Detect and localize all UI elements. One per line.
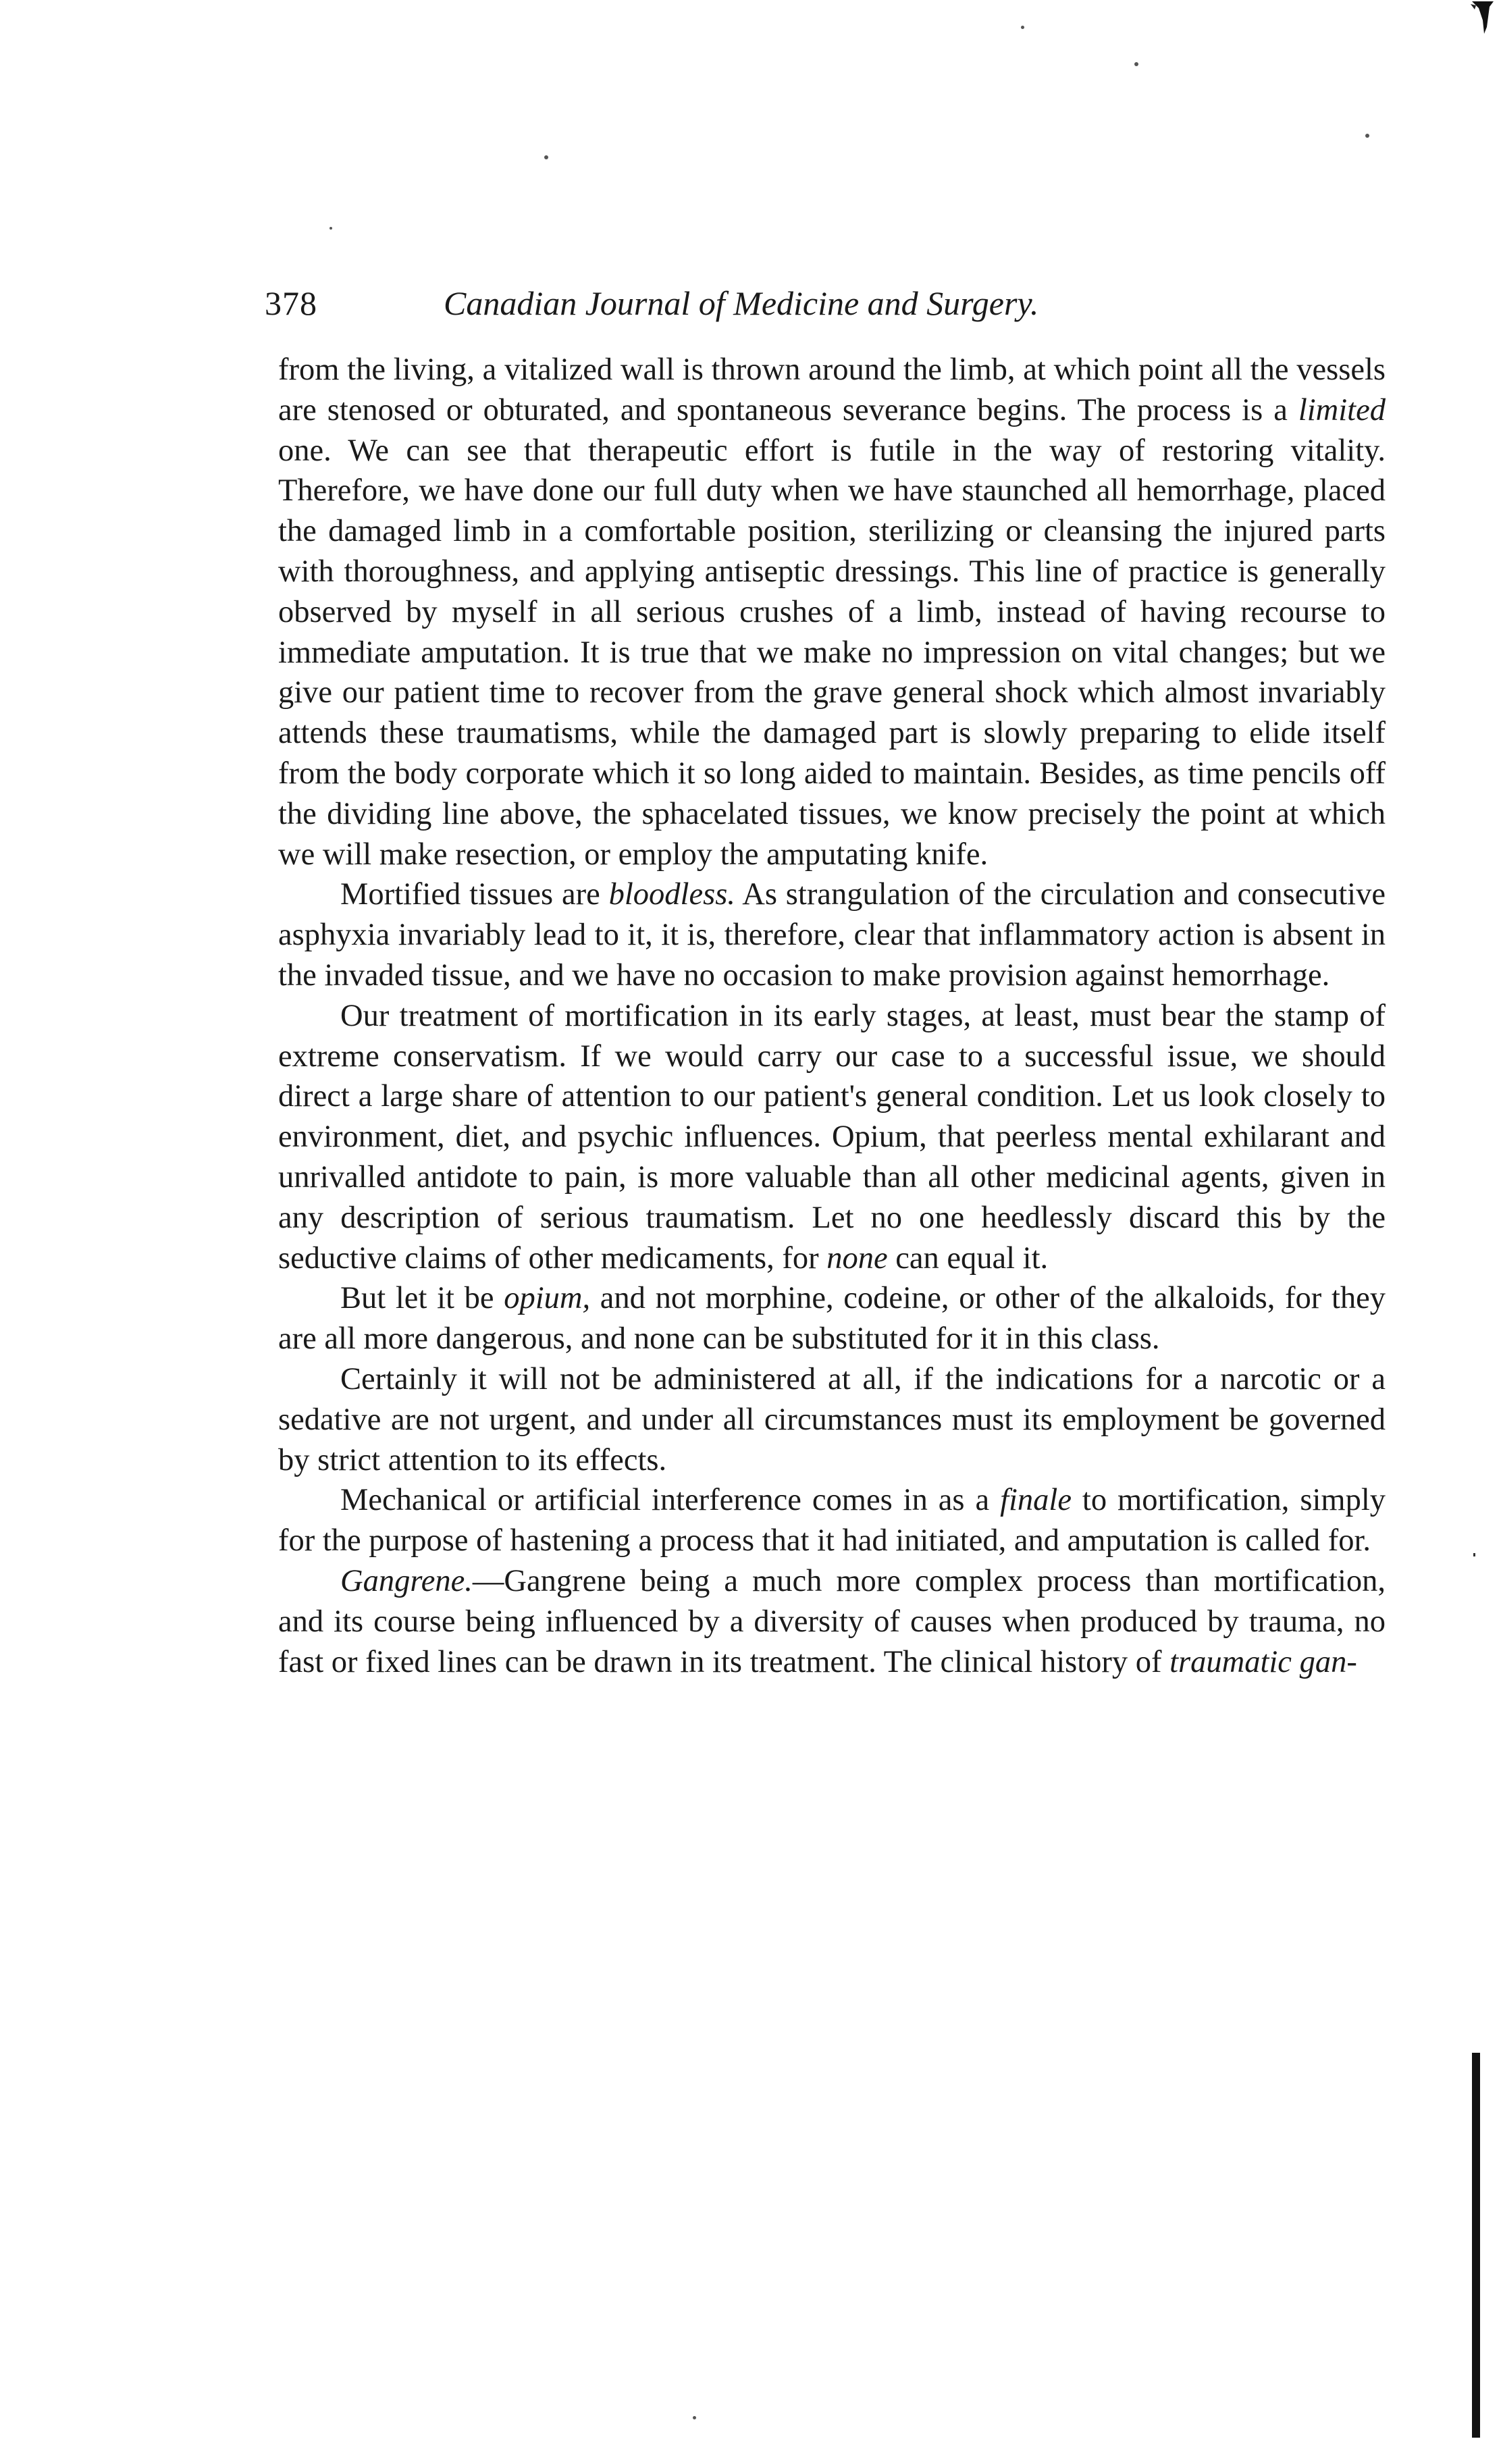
- article-body: [278, 350, 1386, 1682]
- paragraph-administration: [278, 1359, 1386, 1480]
- paragraph-gangrene: [278, 1561, 1386, 1682]
- text-run: Mechanical or artificial interference comes in as a: [340, 1483, 1001, 1518]
- ink-speck: [1134, 62, 1138, 66]
- text-run: —Gangrene being a much more complex process than mortification, and its course being influenced by a diversity of causes when produced by trauma, no fast or fixed lines can be drawn in its treatment. The clinical history of: [278, 1563, 1386, 1679]
- text-run: one. We can see that therapeutic effort is futile in the way of restoring vitality. Therefore, we have done our full duty when we have staunched all hemorrhage, placed the damaged limb in a comfortable position, sterilizing or cleansing the injured parts with thoroughness, and applying antiseptic dressings. This line of practice is generally observed by myself in all serious crushes of a limb, instead of having recourse to immediate amputation. It is true that we make no impression on vital changes; but we give our patient time to recover from the grave general shock which almost invariably attends these traumatisms, while the damaged part is slowly preparing to elide itself from the body corporate which it so long aided to maintain. Besides, as time pencils off the dividing line above, the sphacelated tissues, we know precisely the point at which we will make resection, or employ the amputating knife.: [278, 433, 1386, 872]
- emphasis-none: none: [826, 1240, 888, 1276]
- ink-speck: [330, 227, 332, 230]
- section-heading-gangrene: Gangrene.: [340, 1563, 473, 1598]
- text-run: Our treatment of mortification in its early stages, at least, must bear the stamp of extreme conservatism. If we would carry our case to a successful issue, we should direct a large share of attention to our patient's general condition. Let us look closely to environment, diet, and psychic influences. Opium, that peerless mental exhilarant and unrivalled antidote to pain, is more valuable than all other medicinal agents, given in any description of serious traumatism. Let no one heedlessly discard this by the seductive claims of other medicaments, for: [278, 998, 1386, 1276]
- emphasis-traumatic-gangrene: traumatic gan-: [1169, 1644, 1357, 1679]
- text-run: But let it be: [340, 1281, 504, 1316]
- emphasis-bloodless: bloodless.: [608, 877, 735, 912]
- emphasis-limited: limited: [1298, 392, 1386, 427]
- running-header: [265, 277, 1386, 338]
- paragraph-mortification-continued: [278, 350, 1386, 874]
- margin-rule-thick: [1472, 2053, 1480, 2438]
- text-run: to mortification, simply for the purpose of hastening a process that it had initiated, and amputation is called for.: [278, 1483, 1386, 1558]
- paragraph-bloodless: [278, 874, 1386, 995]
- ink-speck: [1365, 134, 1369, 138]
- text-run: from the living, a vitalized wall is thrown around the limb, at which point all the vessels are stenosed or obturated, and spontaneous severance begins. The process is a: [278, 352, 1386, 427]
- margin-rule-thin: [1473, 1553, 1475, 1556]
- journal-title: Canadian Journal of Medicine and Surgery.: [444, 284, 1039, 322]
- text-run: Mortified tissues are: [340, 877, 609, 912]
- paragraph-mechanical-interference: [278, 1480, 1386, 1561]
- ink-speck: [1021, 26, 1024, 29]
- text-run: can equal it.: [887, 1240, 1049, 1276]
- emphasis-finale: finale: [1000, 1483, 1072, 1518]
- text-run: and not morphine, codeine, or other of the alkaloids, for they are all more dangerous, and none can be substituted for it in this class.: [278, 1281, 1386, 1357]
- text-run: As strangulation of the circulation and consecutive asphyxia invariably lead to it, it is, therefore, clear that inflammatory action is absent in the invaded tissue, and we have no occasion to make provision against hemorrhage.: [278, 877, 1386, 993]
- ink-speck: [693, 2416, 696, 2419]
- emphasis-opium: opium,: [504, 1281, 591, 1316]
- paragraph-opium: [278, 1278, 1386, 1359]
- corner-ink-mark: [1469, 0, 1496, 35]
- ink-speck: [544, 155, 548, 159]
- page-number: 378: [265, 284, 317, 322]
- paragraph-treatment: [278, 996, 1386, 1279]
- text-run: Certainly it will not be administered at all, if the indications for a narcotic or a sedative are not urgent, and under all circumstances must its employment be governed by strict attention to its effects.: [278, 1361, 1386, 1477]
